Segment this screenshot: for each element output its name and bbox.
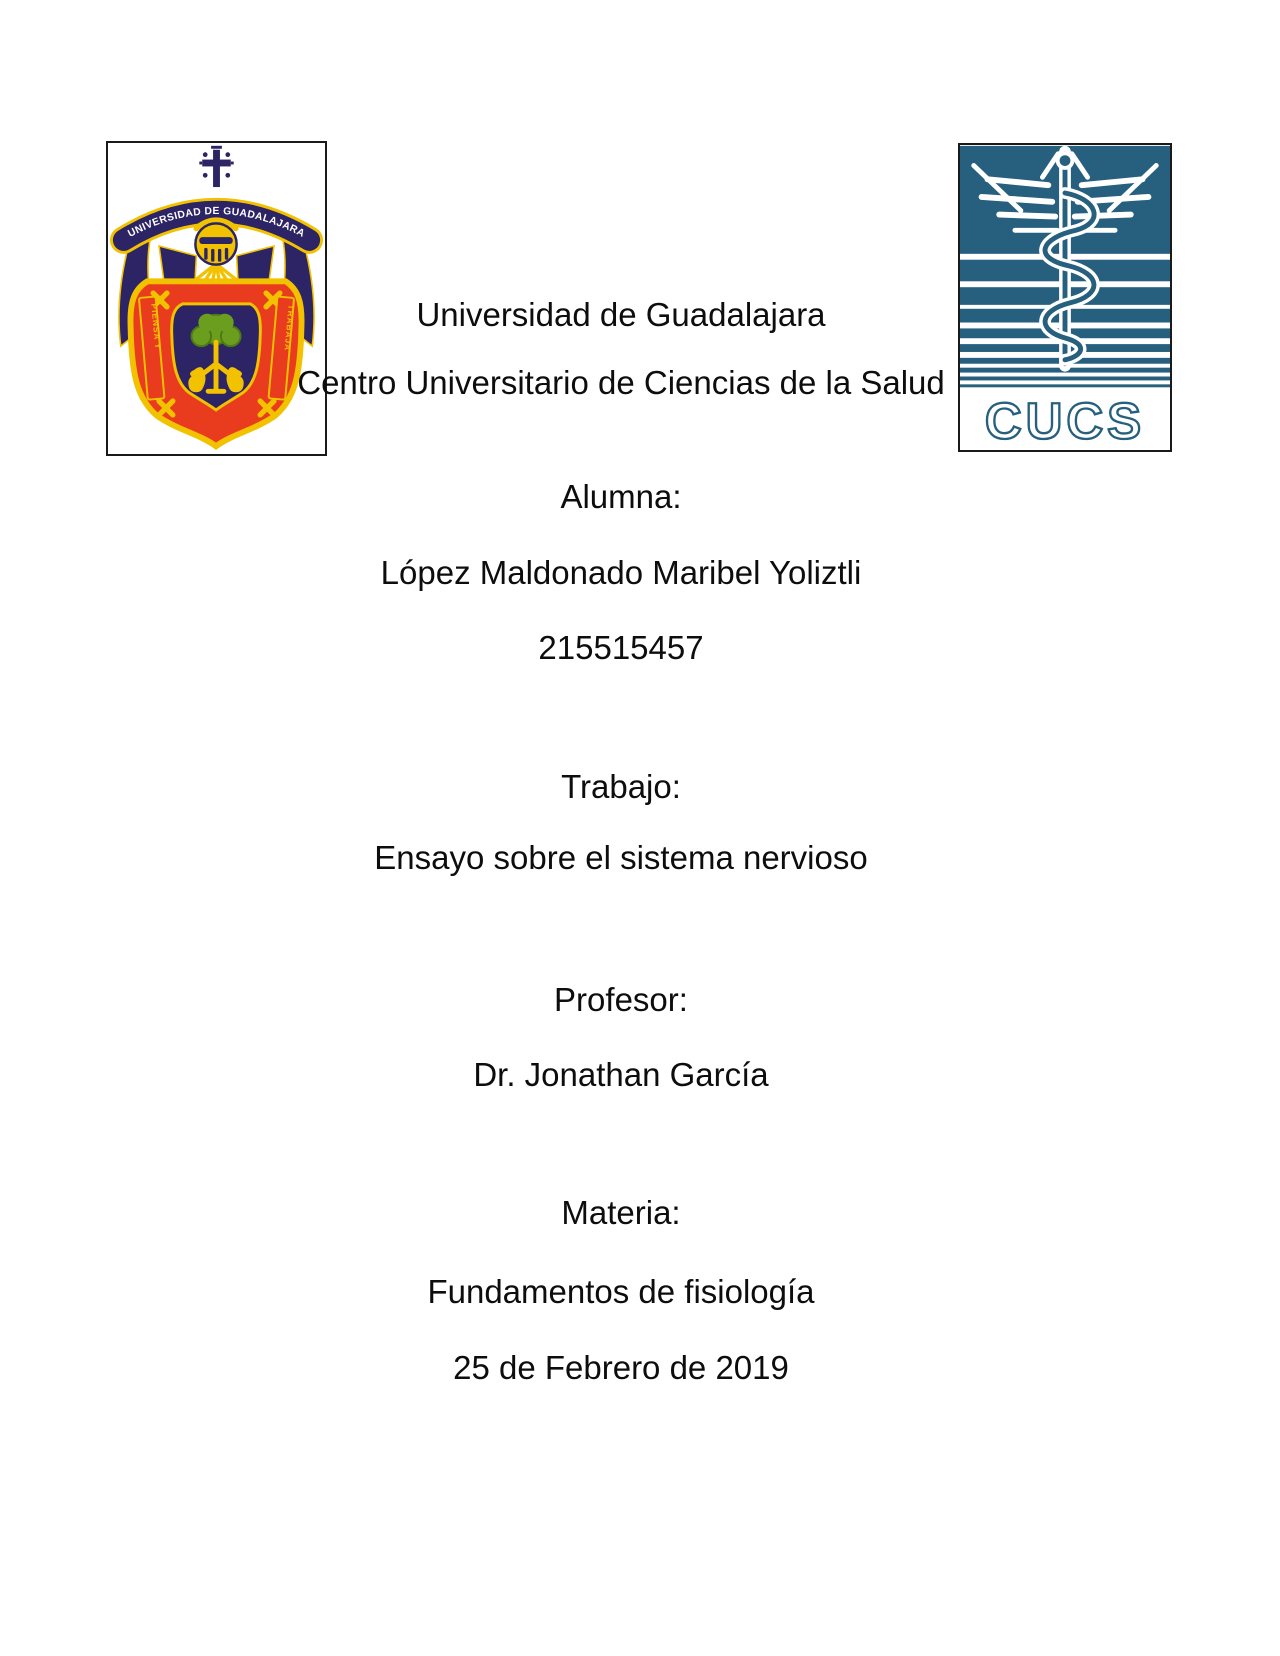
cucs-acronym-text: CUCS	[984, 392, 1146, 450]
cross-icon	[199, 146, 233, 187]
cucs-logo	[958, 143, 1172, 452]
left-ribbon-text: PIENSA Y	[149, 303, 164, 351]
center-name: Centro Universitario de Ciencias de la Salud	[297, 364, 945, 401]
work-title: Ensayo sobre el sistema nervioso	[374, 839, 868, 876]
right-ribbon-text: TRABAJA	[282, 304, 297, 352]
subject-label: Materia:	[561, 1194, 681, 1231]
udg-banner-text: UNIVERSIDAD DE GUADALAJARA	[126, 206, 307, 240]
work-label: Trabajo:	[561, 768, 681, 805]
student-id: 215515457	[538, 629, 704, 666]
student-label: Alumna:	[560, 478, 682, 515]
subject-name: Fundamentos de fisiología	[427, 1273, 815, 1310]
professor-label: Profesor:	[554, 981, 688, 1018]
professor-name: Dr. Jonathan García	[473, 1056, 769, 1093]
caduceus-icon	[960, 145, 1170, 450]
document-date: 25 de Febrero de 2019	[453, 1349, 789, 1386]
udg-coat-of-arms-icon	[108, 143, 325, 454]
udg-logo	[106, 141, 327, 456]
student-name: López Maldonado Maribel Yoliztli	[380, 554, 862, 591]
institution-name: Universidad de Guadalajara	[416, 296, 826, 333]
